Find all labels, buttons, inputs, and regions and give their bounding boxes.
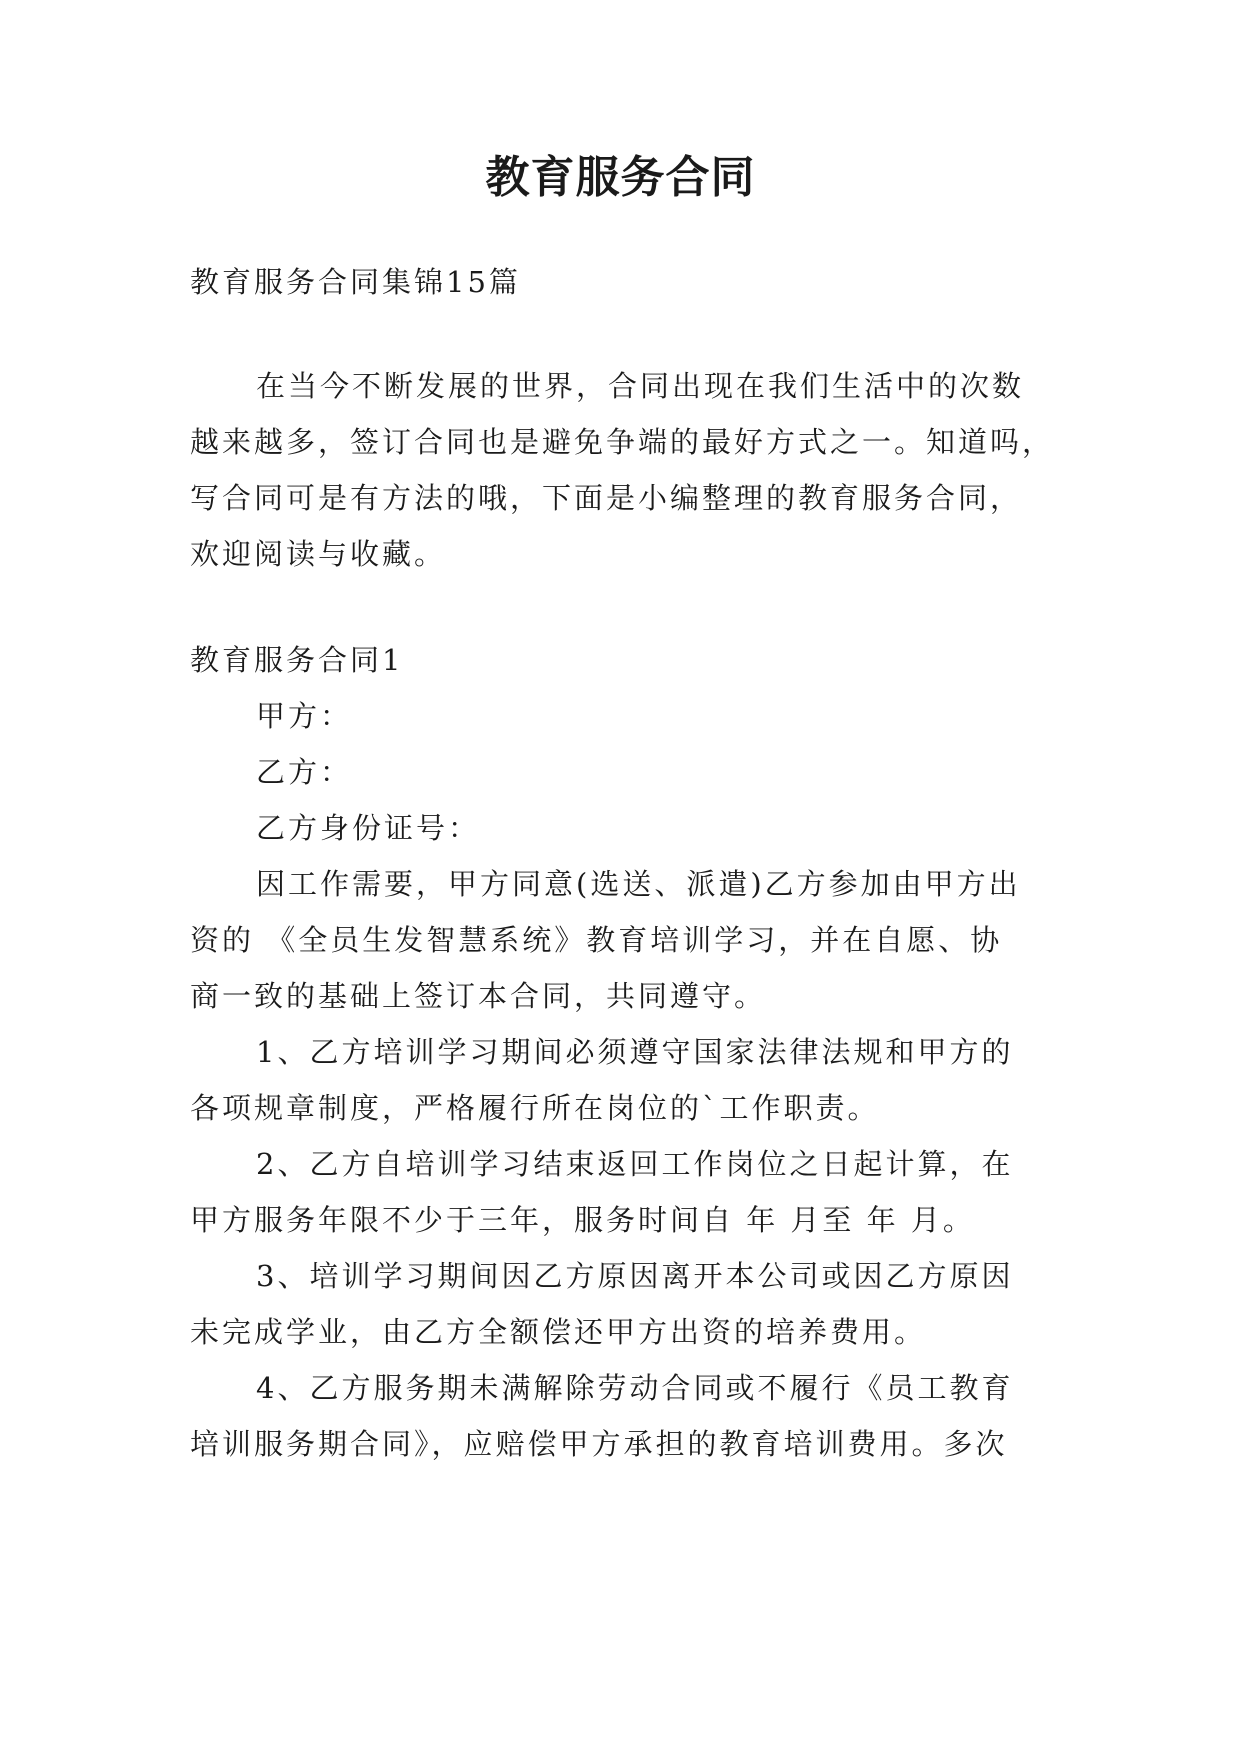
party-b-label: 乙方： [256,755,353,789]
intro-line: 欢迎阅读与收藏。 [190,537,447,571]
clause-line: 各项规章制度，严格履行所在岗位的`工作职责。 [190,1091,880,1125]
clause-line: 甲方服务年限不少于三年，服务时间自 年 月至 年 月。 [190,1203,975,1237]
document-subtitle: 教育服务合同集锦15篇 [190,265,521,299]
clause-line: 3、培训学习期间因乙方原因离开本公司或因乙方原因 [256,1259,1014,1293]
intro-line: 越来越多，签订合同也是避免争端的最好方式之一。知道吗， [190,425,1055,459]
clause-line: 1、乙方培训学习期间必须遵守国家法律法规和甲方的 [256,1035,1014,1069]
clause-line: 未完成学业，由乙方全额偿还甲方出资的培养费用。 [190,1315,927,1349]
preamble-line: 资的 《全员生发智慧系统》教育培训学习，并在自愿、协 [190,923,1003,957]
party-b-id-label: 乙方身份证号： [256,811,481,845]
intro-line: 在当今不断发展的世界，合同出现在我们生活中的次数 [256,369,1025,403]
document-title: 教育服务合同 [485,152,756,203]
clause-line: 培训服务期合同》，应赔偿甲方承担的教育培训费用。多次 [190,1427,1008,1461]
section-heading: 教育服务合同1 [190,643,404,677]
preamble-line: 因工作需要，甲方同意(选送、派遣)乙方参加由甲方出 [256,867,1021,901]
intro-line: 写合同可是有方法的哦，下面是小编整理的教育服务合同， [190,481,1023,515]
clause-line: 4、乙方服务期未满解除劳动合同或不履行《员工教育 [256,1371,1014,1405]
preamble-line: 商一致的基础上签订本合同，共同遵守。 [190,979,767,1013]
party-a-label: 甲方： [256,699,353,733]
clause-line: 2、乙方自培训学习结束返回工作岗位之日起计算，在 [256,1147,1014,1181]
